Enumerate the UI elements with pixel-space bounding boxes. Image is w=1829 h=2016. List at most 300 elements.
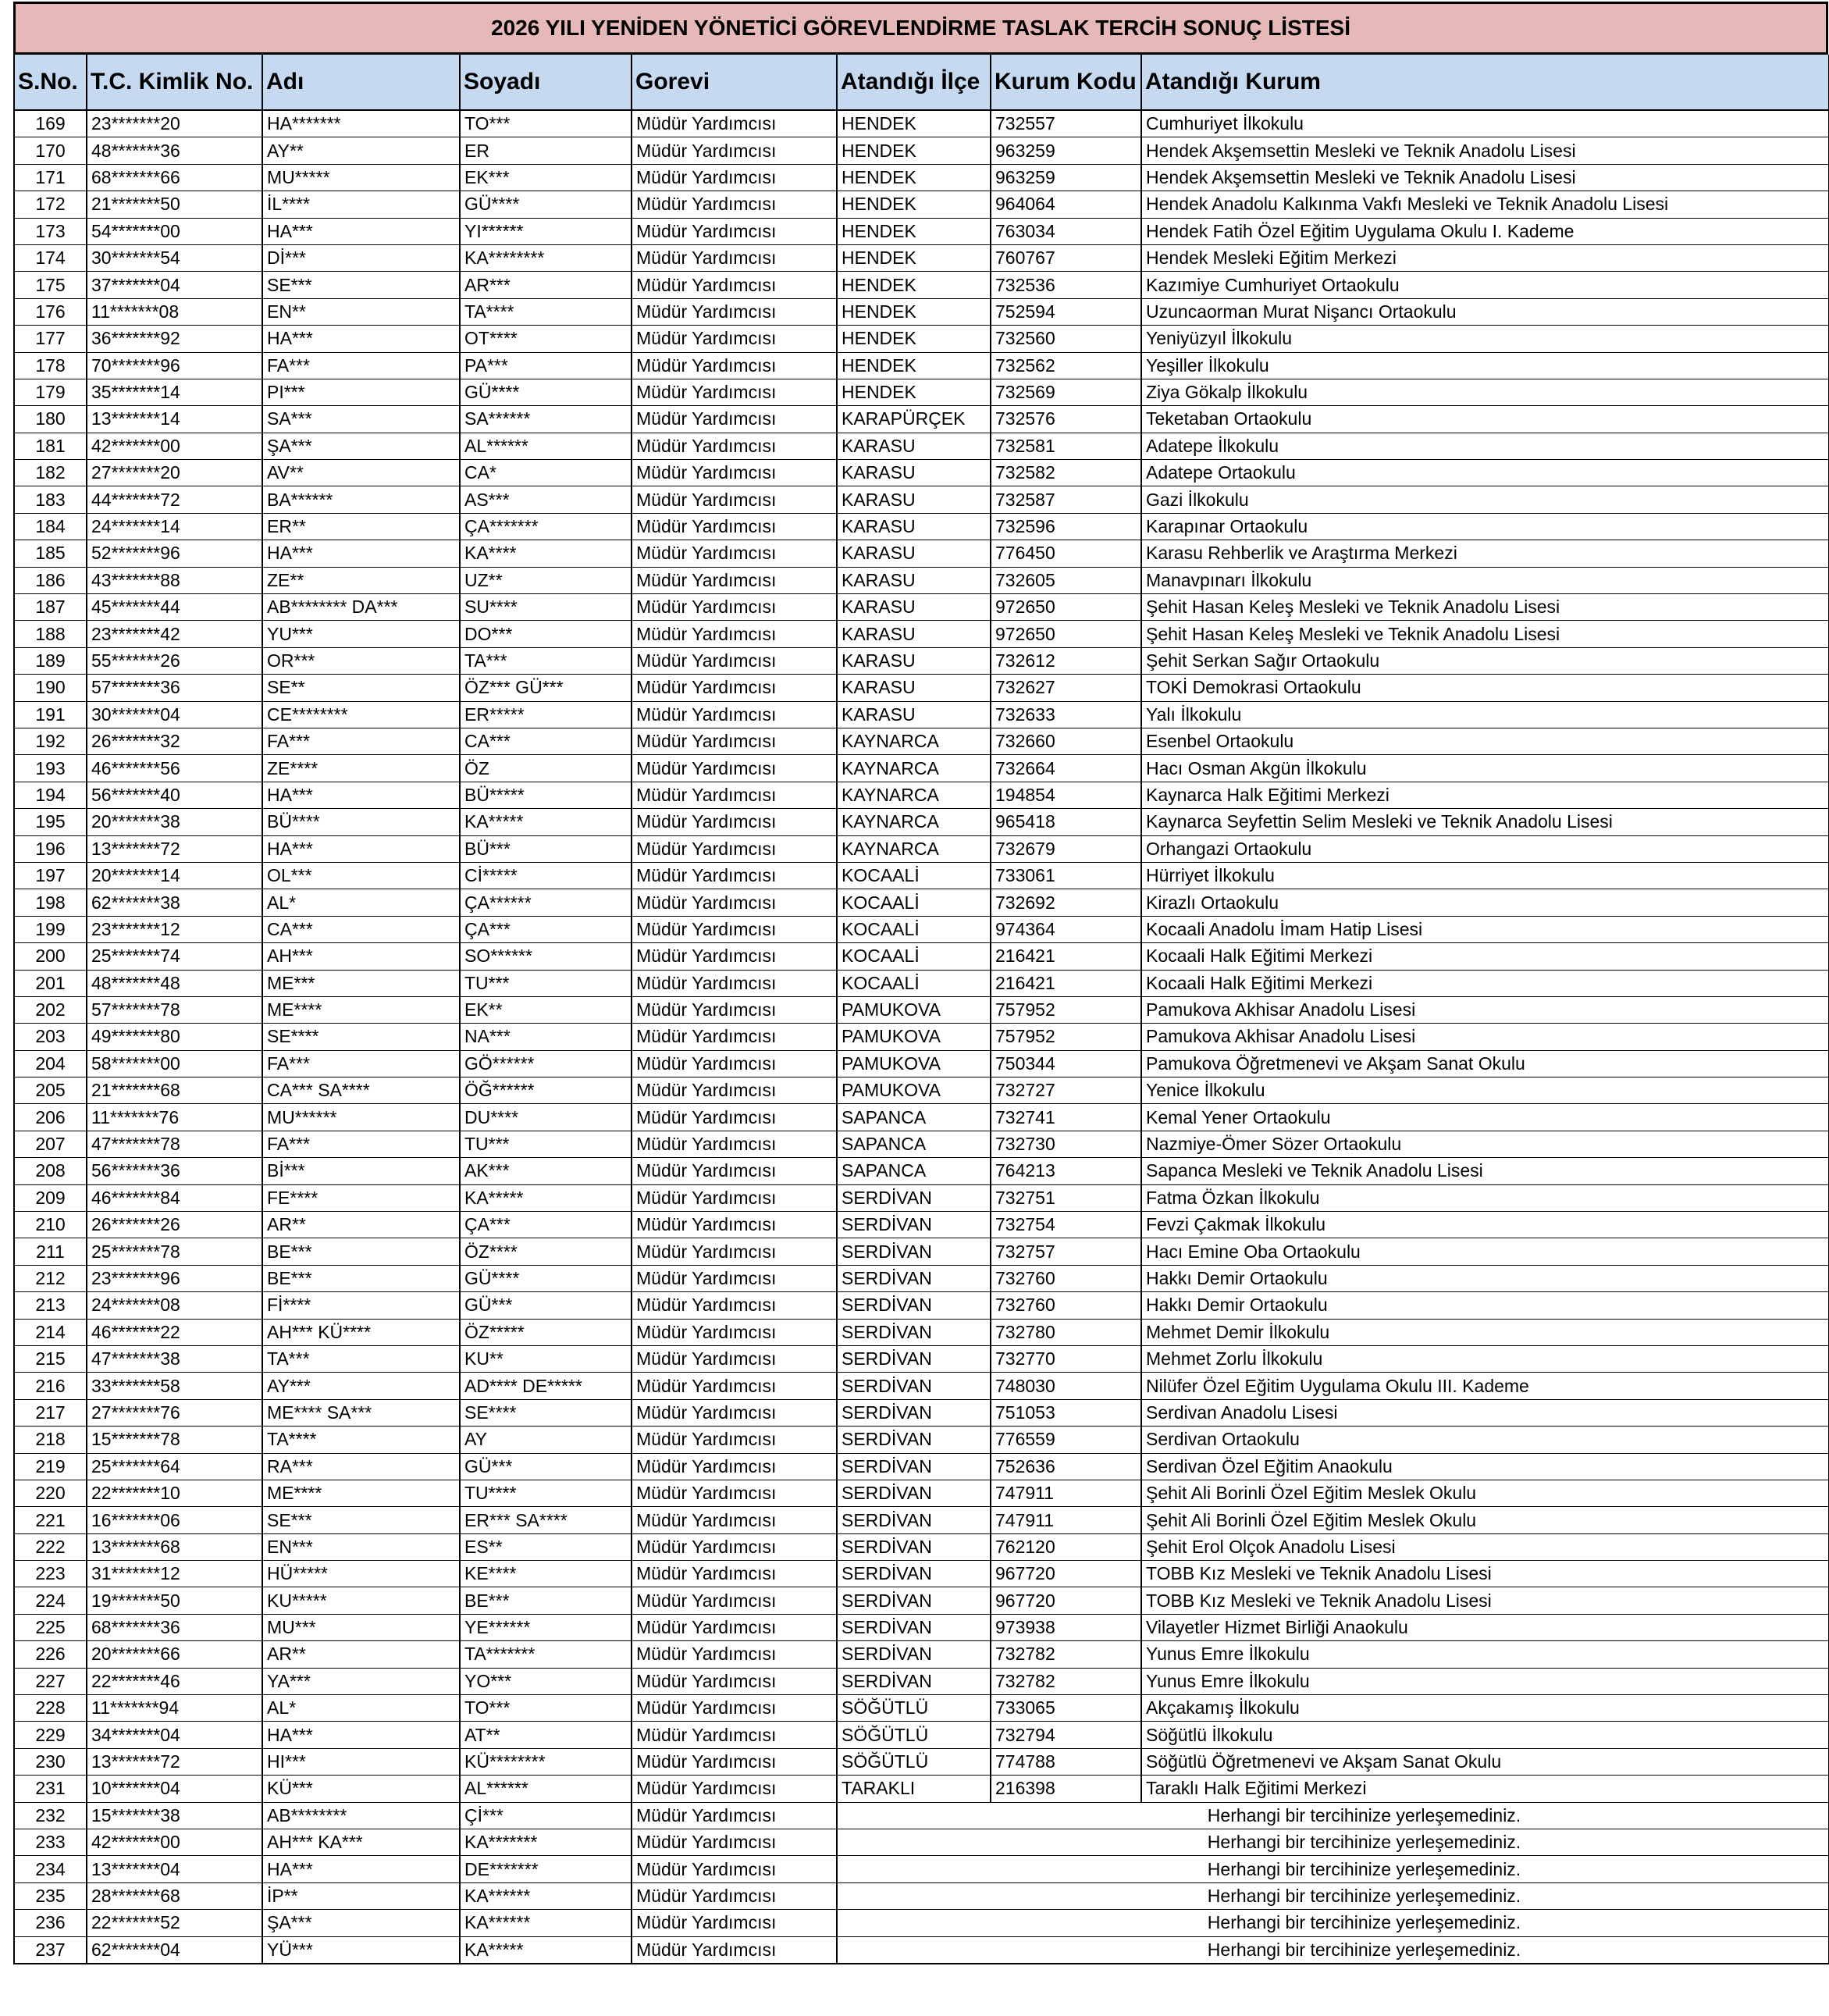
cell-district: HENDEK	[837, 218, 991, 244]
cell-position: Müdür Yardımcısı	[632, 835, 837, 862]
cell-last-name: UZ**	[460, 567, 632, 593]
cell-institution: TOBB Kız Mesleki ve Teknik Anadolu Lisesi	[1141, 1587, 1829, 1614]
cell-district: SERDİVAN	[837, 1561, 991, 1587]
cell-sno: 202	[14, 996, 87, 1023]
cell-institution-code: 732692	[991, 889, 1141, 916]
cell-district: SERDİVAN	[837, 1399, 991, 1426]
cell-district: KAYNARCA	[837, 755, 991, 782]
cell-last-name: AL******	[460, 1776, 632, 1802]
cell-district: SERDİVAN	[837, 1453, 991, 1480]
cell-institution: Yenice İlkokulu	[1141, 1077, 1829, 1104]
cell-institution: Pamukova Akhisar Anadolu Lisesi	[1141, 1024, 1829, 1050]
cell-position: Müdür Yardımcısı	[632, 1882, 837, 1909]
cell-sno: 204	[14, 1050, 87, 1077]
cell-first-name: SE***	[262, 272, 460, 298]
cell-position: Müdür Yardımcısı	[632, 218, 837, 244]
cell-institution: Serdivan Ortaokulu	[1141, 1427, 1829, 1453]
cell-position: Müdür Yardımcısı	[632, 1212, 837, 1238]
cell-institution: Uzuncaorman Murat Nişancı Ortaokulu	[1141, 298, 1829, 325]
cell-tc-no: 48*******48	[87, 970, 262, 996]
cell-sno: 197	[14, 862, 87, 889]
cell-institution: Gazi İlkokulu	[1141, 486, 1829, 513]
cell-institution-code: 963259	[991, 164, 1141, 191]
cell-district: KAYNARCA	[837, 835, 991, 862]
cell-institution-code: 750344	[991, 1050, 1141, 1077]
cell-sno: 217	[14, 1399, 87, 1426]
cell-position: Müdür Yardımcısı	[632, 1453, 837, 1480]
cell-tc-no: 37*******04	[87, 272, 262, 298]
cell-first-name: TA***	[262, 1345, 460, 1372]
cell-institution: Yunus Emre İlkokulu	[1141, 1641, 1829, 1668]
cell-institution-code: 747911	[991, 1507, 1141, 1533]
cell-institution-code: 732587	[991, 486, 1141, 513]
table-row	[14, 191, 1829, 218]
cell-tc-no: 25*******74	[87, 943, 262, 970]
cell-institution: Yalı İlkokulu	[1141, 701, 1829, 728]
cell-institution: Esenbel Ortaokulu	[1141, 728, 1829, 754]
cell-institution-code: 732581	[991, 433, 1141, 459]
cell-institution-code: 732627	[991, 675, 1141, 701]
cell-first-name: SE**	[262, 675, 460, 701]
cell-last-name: KE****	[460, 1561, 632, 1587]
table-row	[14, 218, 1829, 244]
unplaced-message: Herhangi bir tercihinize yerleşemediniz.	[837, 1882, 1829, 1909]
cell-first-name: MU******	[262, 1104, 460, 1131]
cell-last-name: AK***	[460, 1158, 632, 1184]
cell-tc-no: 58*******00	[87, 1050, 262, 1077]
cell-position: Müdür Yardımcısı	[632, 1292, 837, 1319]
results-table	[13, 55, 1829, 1964]
cell-sno: 210	[14, 1212, 87, 1238]
cell-institution-code: 732679	[991, 835, 1141, 862]
cell-institution: Karasu Rehberlik ve Araştırma Merkezi	[1141, 540, 1829, 567]
cell-first-name: AV**	[262, 460, 460, 486]
cell-tc-no: 16*******06	[87, 1507, 262, 1533]
cell-institution-code: 972650	[991, 594, 1141, 621]
cell-first-name: KÜ***	[262, 1776, 460, 1802]
cell-institution: Teketaban Ortaokulu	[1141, 406, 1829, 433]
cell-institution: Kemal Yener Ortaokulu	[1141, 1104, 1829, 1131]
cell-first-name: SA***	[262, 406, 460, 433]
cell-last-name: YE******	[460, 1614, 632, 1640]
cell-district: KARASU	[837, 486, 991, 513]
cell-institution: Şehit Hasan Keleş Mesleki ve Teknik Anadolu Lisesi	[1141, 594, 1829, 621]
cell-district: KOCAALİ	[837, 916, 991, 942]
cell-last-name: ÖZ*****	[460, 1319, 632, 1345]
cell-first-name: ZE****	[262, 755, 460, 782]
header-position: Gorevi	[632, 55, 837, 110]
cell-sno: 203	[14, 1024, 87, 1050]
cell-tc-no: 15*******78	[87, 1427, 262, 1453]
cell-sno: 179	[14, 379, 87, 405]
cell-last-name: AS***	[460, 486, 632, 513]
table-row	[14, 1776, 1829, 1802]
cell-institution: Hürriyet İlkokulu	[1141, 862, 1829, 889]
cell-last-name: TU***	[460, 970, 632, 996]
cell-tc-no: 31*******12	[87, 1561, 262, 1587]
table-row	[14, 862, 1829, 889]
cell-tc-no: 24*******08	[87, 1292, 262, 1319]
cell-institution-code: 752594	[991, 298, 1141, 325]
cell-institution: Hacı Osman Akgün İlkokulu	[1141, 755, 1829, 782]
cell-last-name: GÖ******	[460, 1050, 632, 1077]
cell-last-name: KA****	[460, 540, 632, 567]
cell-tc-no: 23*******42	[87, 621, 262, 647]
cell-tc-no: 62*******04	[87, 1936, 262, 1964]
cell-institution: Yeniyüzyıl İlkokulu	[1141, 326, 1829, 352]
cell-tc-no: 54*******00	[87, 218, 262, 244]
cell-position: Müdür Yardımcısı	[632, 137, 837, 164]
cell-institution: Kocaali Halk Eğitimi Merkezi	[1141, 943, 1829, 970]
cell-tc-no: 34*******04	[87, 1722, 262, 1748]
cell-last-name: KA******	[460, 1882, 632, 1909]
table-row	[14, 567, 1829, 593]
cell-last-name: Çİ***	[460, 1802, 632, 1829]
cell-tc-no: 70*******96	[87, 352, 262, 379]
cell-district: SERDİVAN	[837, 1480, 991, 1506]
cell-tc-no: 57*******36	[87, 675, 262, 701]
table-row-unplaced	[14, 1856, 1829, 1882]
cell-institution-code: 763034	[991, 218, 1141, 244]
table-row	[14, 298, 1829, 325]
cell-tc-no: 46*******22	[87, 1319, 262, 1345]
cell-tc-no: 13*******72	[87, 1748, 262, 1775]
cell-institution: Hendek Mesleki Eğitim Merkezi	[1141, 244, 1829, 271]
cell-sno: 233	[14, 1829, 87, 1856]
table-row	[14, 1104, 1829, 1131]
cell-tc-no: 56*******36	[87, 1158, 262, 1184]
cell-last-name: KA*****	[460, 1184, 632, 1211]
cell-position: Müdür Yardımcısı	[632, 433, 837, 459]
cell-position: Müdür Yardımcısı	[632, 164, 837, 191]
cell-institution-code: 733061	[991, 862, 1141, 889]
cell-first-name: ER**	[262, 513, 460, 540]
cell-position: Müdür Yardımcısı	[632, 1480, 837, 1506]
cell-tc-no: 48*******36	[87, 137, 262, 164]
cell-sno: 177	[14, 326, 87, 352]
table-row	[14, 1077, 1829, 1104]
cell-last-name: NA***	[460, 1024, 632, 1050]
cell-tc-no: 45*******44	[87, 594, 262, 621]
table-row	[14, 1292, 1829, 1319]
cell-district: KARASU	[837, 540, 991, 567]
cell-last-name: SO******	[460, 943, 632, 970]
cell-sno: 182	[14, 460, 87, 486]
cell-position: Müdür Yardımcısı	[632, 809, 837, 835]
cell-first-name: CE********	[262, 701, 460, 728]
cell-tc-no: 57*******78	[87, 996, 262, 1023]
table-row	[14, 1427, 1829, 1453]
table-row	[14, 1722, 1829, 1748]
cell-tc-no: 26*******32	[87, 728, 262, 754]
cell-tc-no: 68*******36	[87, 1614, 262, 1640]
cell-position: Müdür Yardımcısı	[632, 352, 837, 379]
cell-institution: Manavpınarı İlkokulu	[1141, 567, 1829, 593]
cell-last-name: SE****	[460, 1399, 632, 1426]
table-row	[14, 1265, 1829, 1291]
cell-sno: 235	[14, 1882, 87, 1909]
cell-last-name: AY	[460, 1427, 632, 1453]
cell-tc-no: 11*******08	[87, 298, 262, 325]
cell-first-name: EN***	[262, 1533, 460, 1560]
cell-position: Müdür Yardımcısı	[632, 755, 837, 782]
header-sno: S.No.	[14, 55, 87, 110]
cell-first-name: FE****	[262, 1184, 460, 1211]
cell-position: Müdür Yardımcısı	[632, 594, 837, 621]
cell-institution-code: 732605	[991, 567, 1141, 593]
cell-position: Müdür Yardımcısı	[632, 621, 837, 647]
cell-institution: Mehmet Demir İlkokulu	[1141, 1319, 1829, 1345]
cell-last-name: GÜ***	[460, 1292, 632, 1319]
cell-institution: Adatepe Ortaokulu	[1141, 460, 1829, 486]
cell-position: Müdür Yardımcısı	[632, 647, 837, 674]
cell-district: KARAPÜRÇEK	[837, 406, 991, 433]
cell-sno: 201	[14, 970, 87, 996]
cell-position: Müdür Yardımcısı	[632, 406, 837, 433]
cell-last-name: KÜ********	[460, 1748, 632, 1775]
cell-institution: Şehit Erol Olçok Anadolu Lisesi	[1141, 1533, 1829, 1560]
cell-district: SERDİVAN	[837, 1373, 991, 1399]
cell-tc-no: 11*******76	[87, 1104, 262, 1131]
cell-institution-code: 751053	[991, 1399, 1141, 1426]
cell-first-name: HÜ*****	[262, 1561, 460, 1587]
cell-first-name: AR**	[262, 1212, 460, 1238]
cell-position: Müdür Yardımcısı	[632, 1184, 837, 1211]
cell-position: Müdür Yardımcısı	[632, 1238, 837, 1265]
table-row	[14, 379, 1829, 405]
cell-sno: 230	[14, 1748, 87, 1775]
cell-position: Müdür Yardımcısı	[632, 701, 837, 728]
cell-sno: 213	[14, 1292, 87, 1319]
cell-sno: 191	[14, 701, 87, 728]
cell-institution: Cumhuriyet İlkokulu	[1141, 110, 1829, 137]
table-row	[14, 326, 1829, 352]
cell-position: Müdür Yardımcısı	[632, 513, 837, 540]
cell-institution: Hendek Akşemsettin Mesleki ve Teknik Anadolu Lisesi	[1141, 137, 1829, 164]
table-row	[14, 244, 1829, 271]
cell-position: Müdür Yardımcısı	[632, 1131, 837, 1157]
cell-institution-code: 732557	[991, 110, 1141, 137]
cell-institution-code: 973938	[991, 1614, 1141, 1640]
cell-position: Müdür Yardımcısı	[632, 460, 837, 486]
cell-tc-no: 22*******10	[87, 1480, 262, 1506]
cell-district: SERDİVAN	[837, 1427, 991, 1453]
table-row-unplaced	[14, 1936, 1829, 1964]
cell-institution: Ziya Gökalp İlkokulu	[1141, 379, 1829, 405]
table-row	[14, 1050, 1829, 1077]
cell-sno: 209	[14, 1184, 87, 1211]
cell-institution: Kazımiye Cumhuriyet Ortaokulu	[1141, 272, 1829, 298]
cell-tc-no: 56*******40	[87, 782, 262, 808]
cell-sno: 226	[14, 1641, 87, 1668]
table-row	[14, 996, 1829, 1023]
cell-tc-no: 47*******78	[87, 1131, 262, 1157]
cell-district: SERDİVAN	[837, 1668, 991, 1694]
cell-institution: Kocaali Halk Eğitimi Merkezi	[1141, 970, 1829, 996]
table-row	[14, 1533, 1829, 1560]
cell-last-name: TA***	[460, 647, 632, 674]
header-row	[14, 55, 1829, 110]
cell-first-name: MU*****	[262, 164, 460, 191]
cell-first-name: ME****	[262, 1480, 460, 1506]
cell-first-name: HA***	[262, 326, 460, 352]
cell-tc-no: 27*******20	[87, 460, 262, 486]
cell-institution-code: 732730	[991, 1131, 1141, 1157]
header-institution: Atandığı Kurum	[1141, 55, 1829, 110]
cell-institution: Pamukova Öğretmenevi ve Akşam Sanat Okulu	[1141, 1050, 1829, 1077]
cell-last-name: GÜ***	[460, 1453, 632, 1480]
cell-sno: 205	[14, 1077, 87, 1104]
cell-district: TARAKLI	[837, 1776, 991, 1802]
cell-sno: 181	[14, 433, 87, 459]
cell-position: Müdür Yardımcısı	[632, 1722, 837, 1748]
cell-district: KARASU	[837, 460, 991, 486]
cell-position: Müdür Yardımcısı	[632, 1265, 837, 1291]
cell-sno: 180	[14, 406, 87, 433]
cell-district: KARASU	[837, 621, 991, 647]
cell-first-name: FA***	[262, 1131, 460, 1157]
cell-position: Müdür Yardımcısı	[632, 1345, 837, 1372]
cell-institution-code: 732770	[991, 1345, 1141, 1372]
cell-sno: 174	[14, 244, 87, 271]
cell-sno: 189	[14, 647, 87, 674]
cell-institution: Şehit Ali Borinli Özel Eğitim Meslek Okulu	[1141, 1480, 1829, 1506]
cell-institution: TOBB Kız Mesleki ve Teknik Anadolu Lisesi	[1141, 1561, 1829, 1587]
cell-last-name: PA***	[460, 352, 632, 379]
table-row	[14, 1024, 1829, 1050]
cell-tc-no: 20*******38	[87, 809, 262, 835]
cell-institution-code: 732596	[991, 513, 1141, 540]
cell-tc-no: 47*******38	[87, 1345, 262, 1372]
cell-tc-no: 68*******66	[87, 164, 262, 191]
cell-institution-code: 732560	[991, 326, 1141, 352]
cell-institution-code: 732536	[991, 272, 1141, 298]
cell-position: Müdür Yardımcısı	[632, 862, 837, 889]
table-row	[14, 835, 1829, 862]
cell-first-name: BÜ****	[262, 809, 460, 835]
cell-institution-code: 732576	[991, 406, 1141, 433]
cell-sno: 227	[14, 1668, 87, 1694]
cell-first-name: AL*	[262, 889, 460, 916]
table-row	[14, 513, 1829, 540]
cell-sno: 212	[14, 1265, 87, 1291]
cell-position: Müdür Yardımcısı	[632, 1024, 837, 1050]
cell-sno: 195	[14, 809, 87, 835]
cell-tc-no: 15*******38	[87, 1802, 262, 1829]
cell-institution-code: 732727	[991, 1077, 1141, 1104]
cell-first-name: BE***	[262, 1265, 460, 1291]
table-row	[14, 1345, 1829, 1372]
cell-district: KOCAALİ	[837, 943, 991, 970]
cell-district: SERDİVAN	[837, 1533, 991, 1560]
table-row	[14, 272, 1829, 298]
cell-institution: TOKİ Demokrasi Ortaokulu	[1141, 675, 1829, 701]
cell-district: KARASU	[837, 647, 991, 674]
header-last-name: Soyadı	[460, 55, 632, 110]
cell-first-name: ME****	[262, 996, 460, 1023]
header-first-name: Adı	[262, 55, 460, 110]
cell-sno: 193	[14, 755, 87, 782]
cell-last-name: YI******	[460, 218, 632, 244]
cell-first-name: YA***	[262, 1668, 460, 1694]
cell-first-name: AL*	[262, 1695, 460, 1722]
cell-sno: 169	[14, 110, 87, 137]
cell-last-name: EK**	[460, 996, 632, 1023]
table-row	[14, 486, 1829, 513]
cell-institution: Kirazlı Ortaokulu	[1141, 889, 1829, 916]
cell-position: Müdür Yardımcısı	[632, 1319, 837, 1345]
cell-last-name: ÖZ****	[460, 1238, 632, 1265]
cell-district: SÖĞÜTLÜ	[837, 1695, 991, 1722]
cell-last-name: ÇA*******	[460, 513, 632, 540]
cell-district: HENDEK	[837, 352, 991, 379]
cell-first-name: SE****	[262, 1024, 460, 1050]
cell-first-name: Fİ****	[262, 1292, 460, 1319]
cell-district: SERDİVAN	[837, 1184, 991, 1211]
cell-institution: Nilüfer Özel Eğitim Uygulama Okulu III. Kademe	[1141, 1373, 1829, 1399]
cell-last-name: SU****	[460, 594, 632, 621]
cell-last-name: KA*****	[460, 1936, 632, 1964]
cell-tc-no: 11*******94	[87, 1695, 262, 1722]
cell-institution-code: 732754	[991, 1212, 1141, 1238]
cell-district: SERDİVAN	[837, 1614, 991, 1640]
cell-position: Müdür Yardımcısı	[632, 1614, 837, 1640]
table-row	[14, 701, 1829, 728]
cell-first-name: TA****	[262, 1427, 460, 1453]
cell-position: Müdür Yardımcısı	[632, 1748, 837, 1775]
cell-tc-no: 44*******72	[87, 486, 262, 513]
cell-district: HENDEK	[837, 164, 991, 191]
cell-institution: Şehit Hasan Keleş Mesleki ve Teknik Anadolu Lisesi	[1141, 621, 1829, 647]
cell-position: Müdür Yardımcısı	[632, 996, 837, 1023]
cell-first-name: AH***	[262, 943, 460, 970]
cell-institution-code: 762120	[991, 1533, 1141, 1560]
cell-district: SERDİVAN	[837, 1292, 991, 1319]
cell-sno: 231	[14, 1776, 87, 1802]
cell-last-name: KU**	[460, 1345, 632, 1372]
table-row	[14, 889, 1829, 916]
cell-tc-no: 13*******14	[87, 406, 262, 433]
cell-position: Müdür Yardımcısı	[632, 1587, 837, 1614]
cell-district: SERDİVAN	[837, 1212, 991, 1238]
cell-institution: Hakkı Demir Ortaokulu	[1141, 1265, 1829, 1291]
cell-institution-code: 747911	[991, 1480, 1141, 1506]
cell-last-name: TU****	[460, 1480, 632, 1506]
table-row	[14, 728, 1829, 754]
cell-institution-code: 216398	[991, 1776, 1141, 1802]
cell-first-name: ME**** SA***	[262, 1399, 460, 1426]
cell-sno: 208	[14, 1158, 87, 1184]
cell-institution-code: 732569	[991, 379, 1141, 405]
cell-first-name: İL****	[262, 191, 460, 218]
cell-sno: 215	[14, 1345, 87, 1372]
table-row	[14, 352, 1829, 379]
cell-first-name: BA******	[262, 486, 460, 513]
table-row	[14, 755, 1829, 782]
cell-last-name: BE***	[460, 1587, 632, 1614]
cell-first-name: OR***	[262, 647, 460, 674]
table-row	[14, 809, 1829, 835]
table-row	[14, 1212, 1829, 1238]
cell-first-name: İP**	[262, 1882, 460, 1909]
cell-district: SERDİVAN	[837, 1345, 991, 1372]
cell-last-name: TO***	[460, 1695, 632, 1722]
cell-sno: 220	[14, 1480, 87, 1506]
cell-first-name: HA***	[262, 782, 460, 808]
cell-tc-no: 19*******50	[87, 1587, 262, 1614]
cell-last-name: AR***	[460, 272, 632, 298]
cell-last-name: YO***	[460, 1668, 632, 1694]
